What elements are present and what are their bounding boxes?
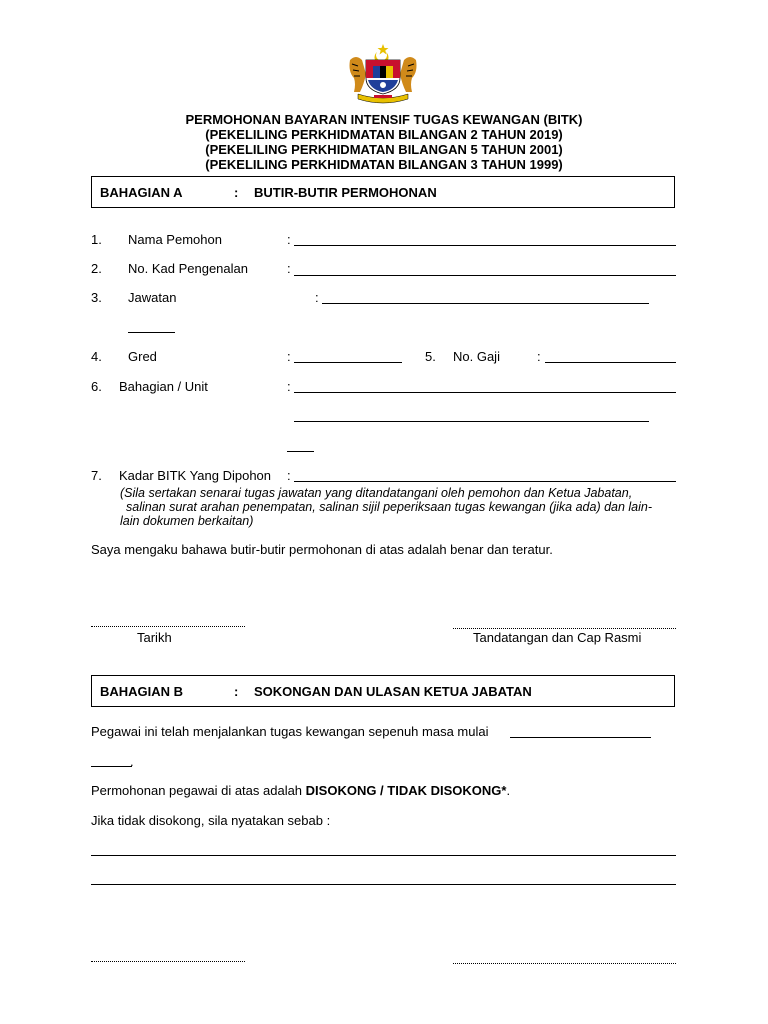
division-unit-field-continued[interactable] [287,451,314,452]
section-b-title: SOKONGAN DAN ULASAN KETUA JABATAN [254,684,532,699]
position-label: Jawatan [128,290,177,305]
date-signature-line[interactable] [91,961,245,962]
signature-label: Tandatangan dan Cap Rasmi [473,630,642,645]
section-a-label: BAHAGIAN A [100,185,183,200]
salary-number-field[interactable] [545,362,676,363]
division-unit-label: Bahagian / Unit [119,379,208,394]
support-option[interactable]: DISOKONG / TIDAK DISOKONG* [305,783,507,798]
field-colon: : [287,349,291,364]
division-unit-field[interactable] [294,392,676,393]
signature-line[interactable] [453,963,676,964]
form-title: PERMOHONAN BAYARAN INTENSIF TUGAS KEWANGAN (BITK) [185,112,583,127]
field-number: 1. [91,232,102,247]
field-number: 6. [91,379,102,394]
field-colon: : [287,379,291,394]
position-field-continued[interactable] [128,332,175,333]
section-a-colon: : [234,185,239,200]
field-number: 4. [91,349,102,364]
rejection-reason-field[interactable] [91,855,676,856]
salary-number-label: No. Gaji [453,349,500,364]
rejection-reason-prompt: Jika tidak disokong, sila nyatakan sebab : [91,813,331,828]
field-number: 2. [91,261,102,276]
service-start-text: Pegawai ini telah menjalankan tugas kewangan sepenuh masa mulai [91,724,489,739]
applicant-name-label: Nama Pemohon [128,232,222,247]
field-colon: : [315,290,319,305]
bitk-rate-label: Kadar BITK Yang Dipohon [119,468,272,483]
field-colon: : [537,349,541,364]
field-number: 3. [91,290,102,305]
field-colon: : [287,468,291,483]
field-colon: : [287,232,291,247]
service-start-date-field-continued[interactable] [91,766,132,767]
field-number: 7. [91,468,102,483]
circular-reference: (PEKELILING PERKHIDMATAN BILANGAN 3 TAHUN 1999) [205,157,563,172]
circular-reference: (PEKELILING PERKHIDMATAN BILANGAN 5 TAHUN 2001) [205,142,563,157]
position-field[interactable] [322,303,649,304]
grade-label: Gred [128,349,157,364]
section-b-colon: : [234,684,239,699]
sentence-end: . [130,754,134,769]
section-b-label: BAHAGIAN B [100,684,184,699]
signature-line[interactable] [453,628,676,629]
section-b-header [91,675,675,707]
attachment-note: (Sila sertakan senarai tugas jawatan yang ditandatangani oleh pemohon dan Ketua Jabatan, salinan surat arahan penempatan, salinan sijil peperiksaan tugas kewangan (jika ada) dan lain- lain dokumen berkaitan) [120,486,653,528]
date-signature-line[interactable] [91,626,245,627]
date-label: Tarikh [137,630,172,645]
rejection-reason-field[interactable] [91,884,676,885]
grade-field[interactable] [294,362,402,363]
division-unit-field-continued[interactable] [294,421,649,422]
malaysia-coat-of-arms-icon [344,42,422,104]
service-start-date-field[interactable] [510,737,651,738]
circular-reference: (PEKELILING PERKHIDMATAN BILANGAN 2 TAHUN 2019) [205,127,563,142]
section-a-header [91,176,675,208]
declaration-text: Saya mengaku bahawa butir-butir permohonan di atas adalah benar dan teratur. [91,542,553,557]
applicant-name-field[interactable] [294,245,676,246]
ic-number-label: No. Kad Pengenalan [128,261,248,276]
support-status-text: Permohonan pegawai di atas adalah DISOKONG / TIDAK DISOKONG*. [91,783,511,798]
form-title-block [0,112,768,172]
section-a-title: BUTIR-BUTIR PERMOHONAN [254,185,437,200]
ic-number-field[interactable] [294,275,676,276]
field-number: 5. [425,349,436,364]
field-colon: : [287,261,291,276]
bitk-rate-field[interactable] [294,481,676,482]
